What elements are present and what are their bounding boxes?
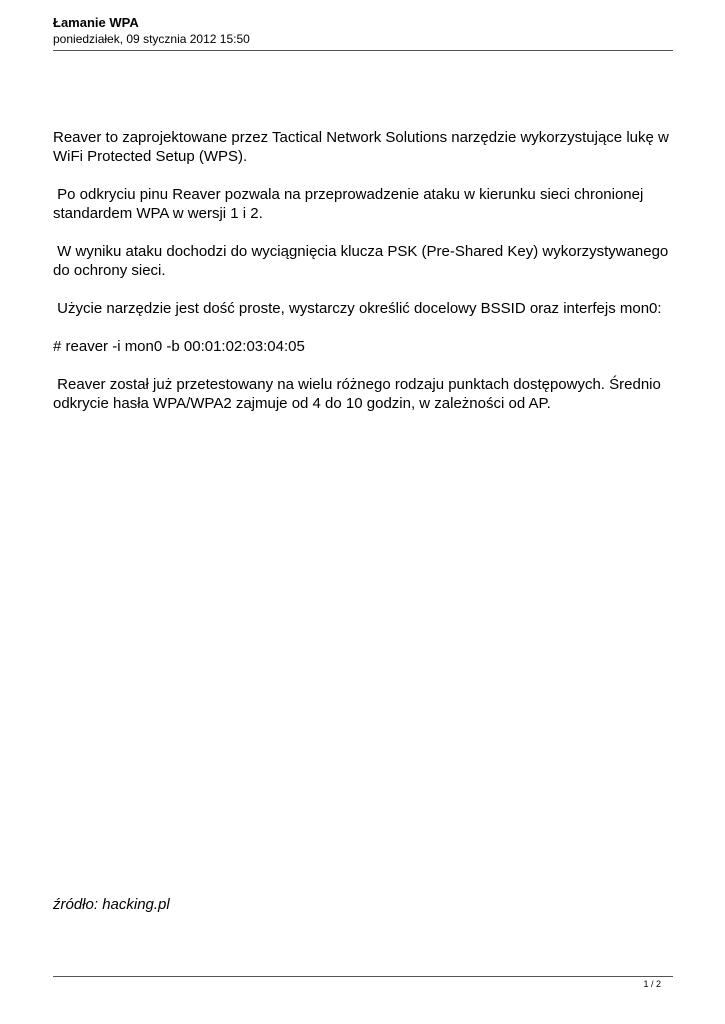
article-paragraph: Po odkryciu pinu Reaver pozwala na przeprowadzenie ataku w kierunku sieci chronionej standardem WPA w wersji 1 i 2. — [53, 186, 648, 222]
command-line: # reaver -i mon0 -b 00:01:02:03:04:05 — [53, 338, 305, 355]
article-source: źródło: hacking.pl — [53, 896, 170, 913]
article-paragraph: Reaver został już przetestowany na wielu różnego rodzaju punktach dostępowych. Średnio odkrycie hasła WPA/WPA2 zajmuje od 4 do 10 godzin, w zależności od AP. — [53, 376, 666, 412]
article-paragraph: W wyniku ataku dochodzi do wyciągnięcia klucza PSK (Pre-Shared Key) wykorzystywanego do ochrony sieci. — [53, 243, 673, 279]
article-paragraph: Użycie narzędzie jest dość proste, wystarczy określić docelowy BSSID oraz interfejs mon0: — [53, 300, 662, 317]
article-title: Łamanie WPA — [53, 15, 139, 30]
header-divider — [53, 50, 673, 51]
article-paragraph: Reaver to zaprojektowane przez Tactical Network Solutions narzędzie wykorzystujące lukę w WiFi Protected Setup (WPS). — [53, 129, 674, 165]
footer-divider — [53, 976, 673, 977]
page-number: 1 / 2 — [643, 979, 661, 989]
article-date: poniedziałek, 09 stycznia 2012 15:50 — [53, 32, 250, 46]
article-body — [53, 128, 683, 432]
page-header — [53, 15, 673, 47]
